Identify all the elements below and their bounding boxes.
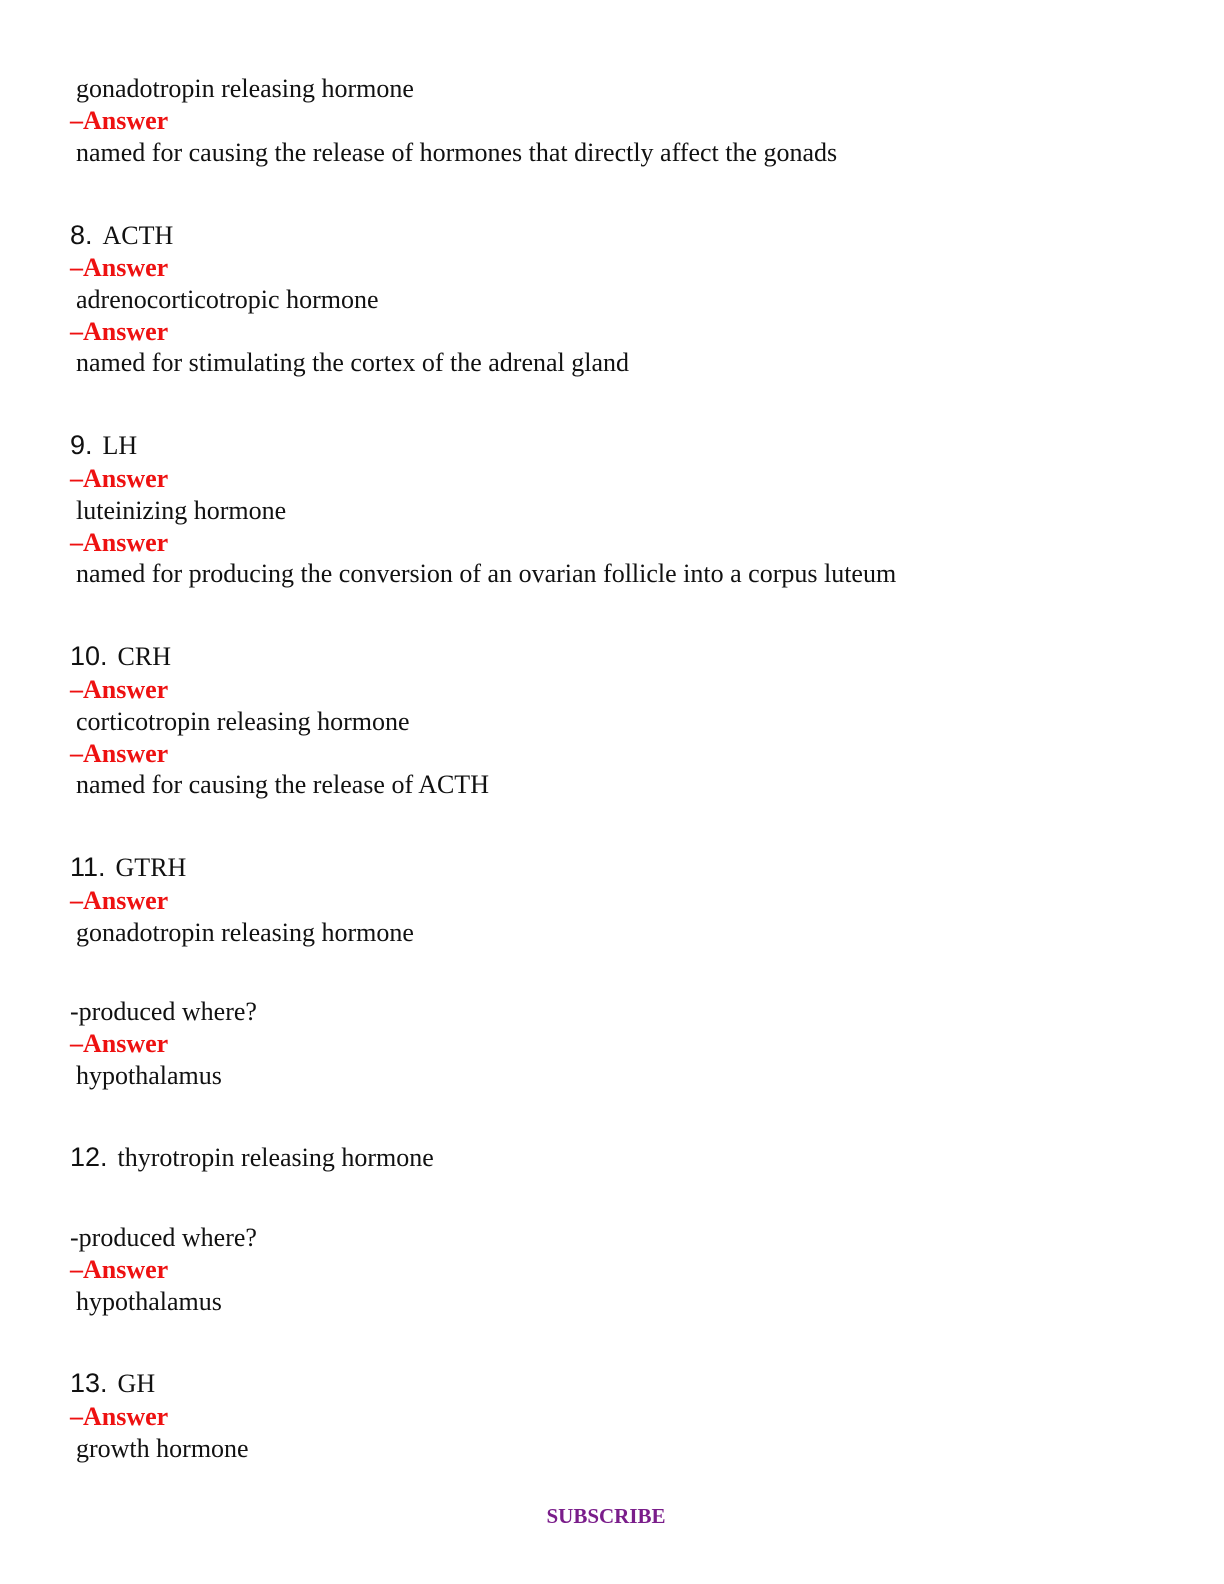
answer-text: gonadotropin releasing hormone xyxy=(76,74,414,103)
answer-text: gonadotropin releasing hormone xyxy=(76,918,414,947)
question-13 xyxy=(70,1368,155,1399)
answer-text: named for producing the conversion of an ovarian follicle into a corpus luteum xyxy=(76,559,897,588)
answer-text: named for causing the release of ACTH xyxy=(76,770,489,799)
question-12 xyxy=(70,1142,434,1173)
answer-label: –Answer xyxy=(70,1402,169,1431)
answer-label: –Answer xyxy=(70,1255,169,1284)
question-number: 13. xyxy=(70,1368,108,1398)
answer-label: –Answer xyxy=(70,253,169,282)
answer-label: –Answer xyxy=(70,464,169,493)
answer-label: –Answer xyxy=(70,528,169,557)
answer-label: –Answer xyxy=(70,886,169,915)
answer-label: –Answer xyxy=(70,317,169,346)
answer-label: –Answer xyxy=(70,1029,169,1058)
question-9 xyxy=(70,430,137,461)
answer-text: corticotropin releasing hormone xyxy=(76,707,410,736)
question-term: GH xyxy=(117,1369,156,1398)
question-10 xyxy=(70,641,171,672)
answer-text: hypothalamus xyxy=(76,1061,222,1090)
question-term: thyrotropin releasing hormone xyxy=(117,1143,434,1172)
question-number: 11. xyxy=(70,852,106,882)
answer-text: growth hormone xyxy=(76,1434,249,1463)
answer-text: named for causing the release of hormones that directly affect the gonads xyxy=(76,138,838,167)
question-11 xyxy=(70,852,186,883)
question-8 xyxy=(70,220,173,251)
answer-text: hypothalamus xyxy=(76,1287,222,1316)
question-number: 9. xyxy=(70,430,93,460)
sub-question: -produced where? xyxy=(70,1223,257,1252)
answer-label: –Answer xyxy=(70,739,169,768)
answer-label: –Answer xyxy=(70,106,169,135)
answer-text: named for stimulating the cortex of the adrenal gland xyxy=(76,348,630,377)
sub-question: -produced where? xyxy=(70,997,257,1026)
subscribe-link[interactable]: SUBSCRIBE xyxy=(546,1504,666,1528)
question-number: 8. xyxy=(70,220,93,250)
question-term: LH xyxy=(102,431,138,460)
question-term: GTRH xyxy=(115,853,187,882)
question-number: 12. xyxy=(70,1142,108,1172)
question-term: ACTH xyxy=(102,221,174,250)
question-term: CRH xyxy=(117,642,172,671)
answer-text: luteinizing hormone xyxy=(76,496,287,525)
answer-label: –Answer xyxy=(70,675,169,704)
question-number: 10. xyxy=(70,641,108,671)
answer-text: adrenocorticotropic hormone xyxy=(76,285,379,314)
